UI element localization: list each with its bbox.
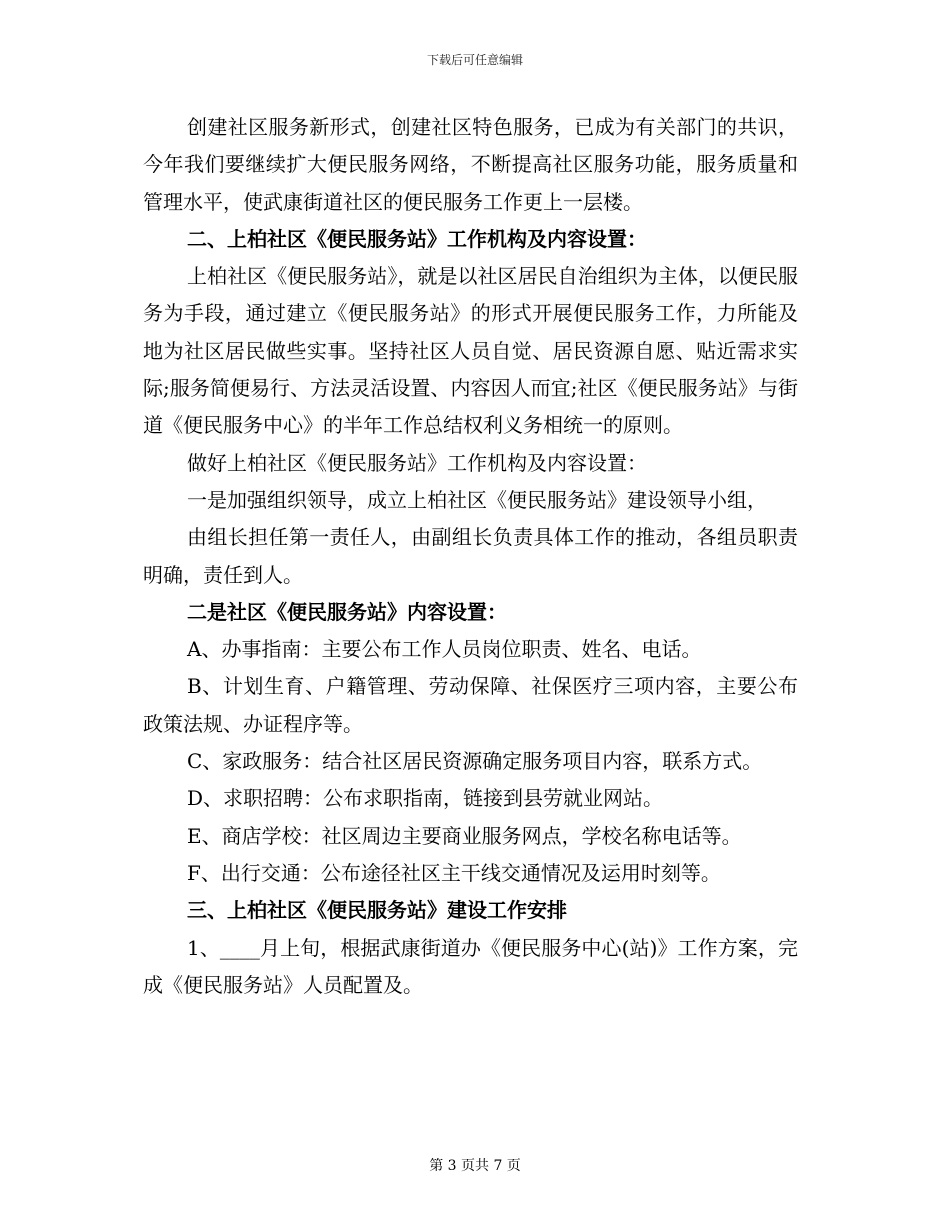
document-body xyxy=(143,109,798,1004)
paragraph-station-description: 上柏社区《便民服务站》，就是以社区居民自治组织为主体，以便民服务为手段，通过建立《便民服务站》的形式开展便民服务工作，力所能及地为社区居民做些实事。坚持社区人员自觉、居民资源自愿、贴近需求实际;服务简便易行、方法灵活设置、内容因人而宜;社区《便民服务站》与街道《便民服务中心》的半年工作总结权利义务相统一的原则。 xyxy=(143,264,798,438)
section-heading-3: 三、上柏社区《便民服务站》建设工作安排 xyxy=(187,898,567,923)
page-footer: 第 3 页共 7 页 xyxy=(429,1158,521,1174)
paragraph-responsibility: 由组长担任第一责任人，由副组长负责具体工作的推动，各组员职责明确，责任到人。 xyxy=(143,525,798,587)
subsection-heading-content: 二是社区《便民服务站》内容设置： xyxy=(187,599,507,624)
section-heading-2: 二、上柏社区《便民服务站》工作机构及内容设置： xyxy=(187,226,647,251)
list-item-f: F、出行交通：公布途径社区主干线交通情况及运用时刻等。 xyxy=(187,860,721,885)
list-item-d: D、求职招聘：公布求职指南，链接到县劳就业网站。 xyxy=(187,786,664,811)
paragraph-schedule-1: 1、____月上旬，根据武康街道办《便民服务中心(站)》工作方案，完成《便民服务站》人员配置及。 xyxy=(143,935,798,997)
paragraph-intro: 创建社区服务新形式，创建社区特色服务，已成为有关部门的共识，今年我们要继续扩大便民服务网络，不断提高社区服务功能，服务质量和管理水平，使武康街道社区的便民服务工作更上一层楼。 xyxy=(143,115,798,214)
list-item-c: C、家政服务：结合社区居民资源确定服务项目内容，联系方式。 xyxy=(187,749,763,774)
paragraph-setup-intro: 做好上柏社区《便民服务站》工作机构及内容设置： xyxy=(187,450,647,475)
paragraph-leadership: 一是加强组织领导，成立上柏社区《便民服务站》建设领导小组， xyxy=(187,487,767,512)
list-item-a: A、办事指南：主要公布工作人员岗位职责、姓名、电话。 xyxy=(187,637,702,662)
page-header: 下载后可任意编辑 xyxy=(426,53,523,67)
list-item-e: E、商店学校：社区周边主要商业服务网点，学校名称电话等。 xyxy=(187,823,742,848)
list-item-b: B、计划生育、户籍管理、劳动保障、社保医疗三项内容，主要公布政策法规、办证程序等。 xyxy=(143,674,798,736)
